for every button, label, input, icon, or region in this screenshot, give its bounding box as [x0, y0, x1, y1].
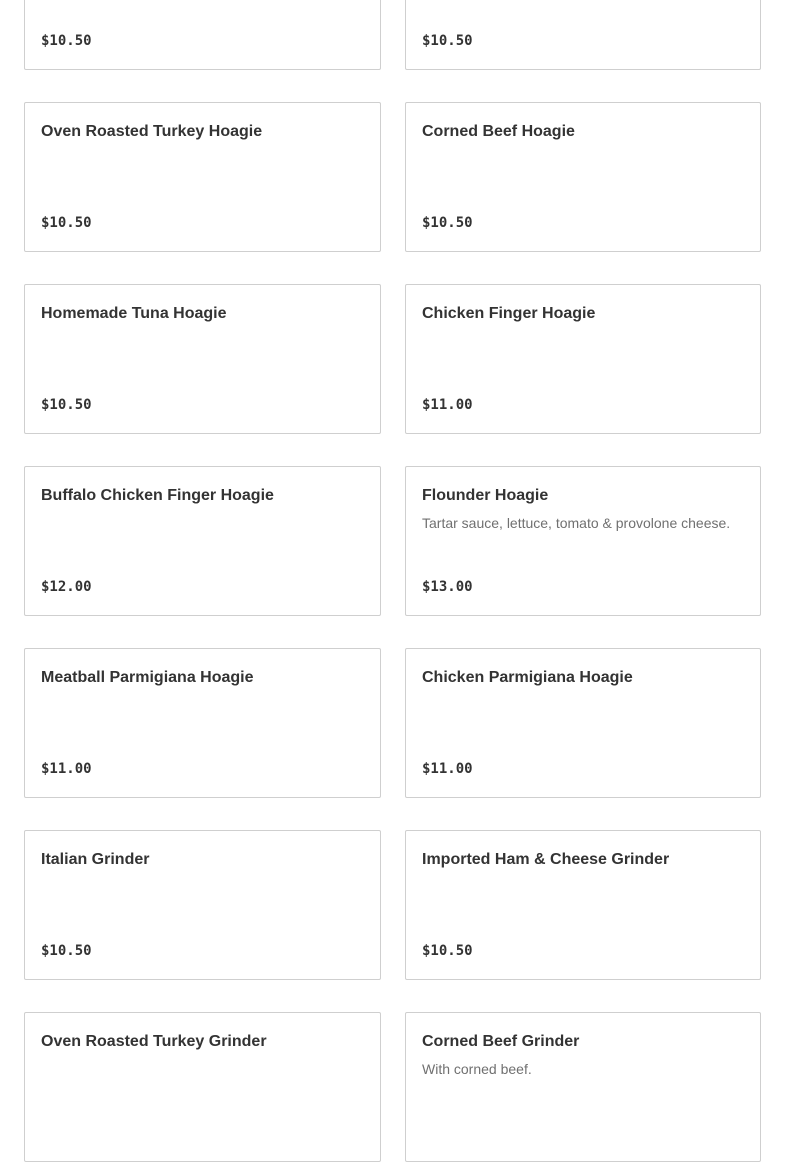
menu-item-name: Corned Beef Hoagie	[422, 123, 575, 140]
menu-item-name: Oven Roasted Turkey Hoagie	[41, 123, 263, 140]
menu-item-card[interactable]	[24, 466, 381, 616]
menu-item-name: Buffalo Chicken Finger Hoagie	[41, 487, 274, 504]
menu-item-name: Italian Grinder	[41, 851, 150, 868]
menu-item-card[interactable]	[405, 648, 761, 798]
menu-item-name: Homemade Tuna Hoagie	[41, 305, 227, 322]
menu-item-price: $10.50	[41, 33, 92, 49]
menu-item-card[interactable]	[24, 0, 381, 70]
menu-item-price: $13.00	[422, 579, 473, 595]
menu-item-card[interactable]	[405, 284, 761, 434]
menu-item-card[interactable]	[405, 466, 761, 616]
menu-item-card[interactable]	[24, 830, 381, 980]
menu-item-price: $10.50	[41, 215, 92, 231]
menu-item-name: Chicken Finger Hoagie	[422, 305, 596, 322]
menu-item-card[interactable]	[405, 830, 761, 980]
menu-item-card[interactable]	[24, 284, 381, 434]
menu-item-card[interactable]	[405, 0, 761, 70]
menu-item-price: $11.00	[41, 761, 92, 777]
menu-item-price: $10.50	[41, 943, 92, 959]
menu-item-card[interactable]	[24, 102, 381, 252]
menu-item-name: Oven Roasted Turkey Grinder	[41, 1033, 267, 1050]
menu-item-card[interactable]	[24, 648, 381, 798]
menu-item-grid	[24, 0, 761, 1162]
menu-item-price: $11.00	[422, 397, 473, 413]
menu-item-card[interactable]	[405, 102, 761, 252]
menu-item-description: Tartar sauce, lettuce, tomato & provolone cheese.	[422, 515, 731, 531]
menu-item-price: $11.00	[422, 761, 473, 777]
menu-item-description: With corned beef.	[422, 1061, 532, 1077]
menu-item-price: $10.50	[422, 33, 473, 49]
menu-item-name: Imported Ham & Cheese Grinder	[422, 851, 670, 868]
menu-item-name: Meatball Parmigiana Hoagie	[41, 669, 254, 686]
menu-item-price: $10.50	[422, 215, 473, 231]
menu-item-card[interactable]	[405, 1012, 761, 1162]
menu-item-card[interactable]	[24, 1012, 381, 1162]
menu-item-price: $10.50	[422, 943, 473, 959]
menu-item-price: $12.00	[41, 579, 92, 595]
menu-item-name: Flounder Hoagie	[422, 487, 549, 504]
menu-item-name: Chicken Parmigiana Hoagie	[422, 669, 633, 686]
menu-item-price: $10.50	[41, 397, 92, 413]
menu-item-name: Corned Beef Grinder	[422, 1033, 580, 1050]
